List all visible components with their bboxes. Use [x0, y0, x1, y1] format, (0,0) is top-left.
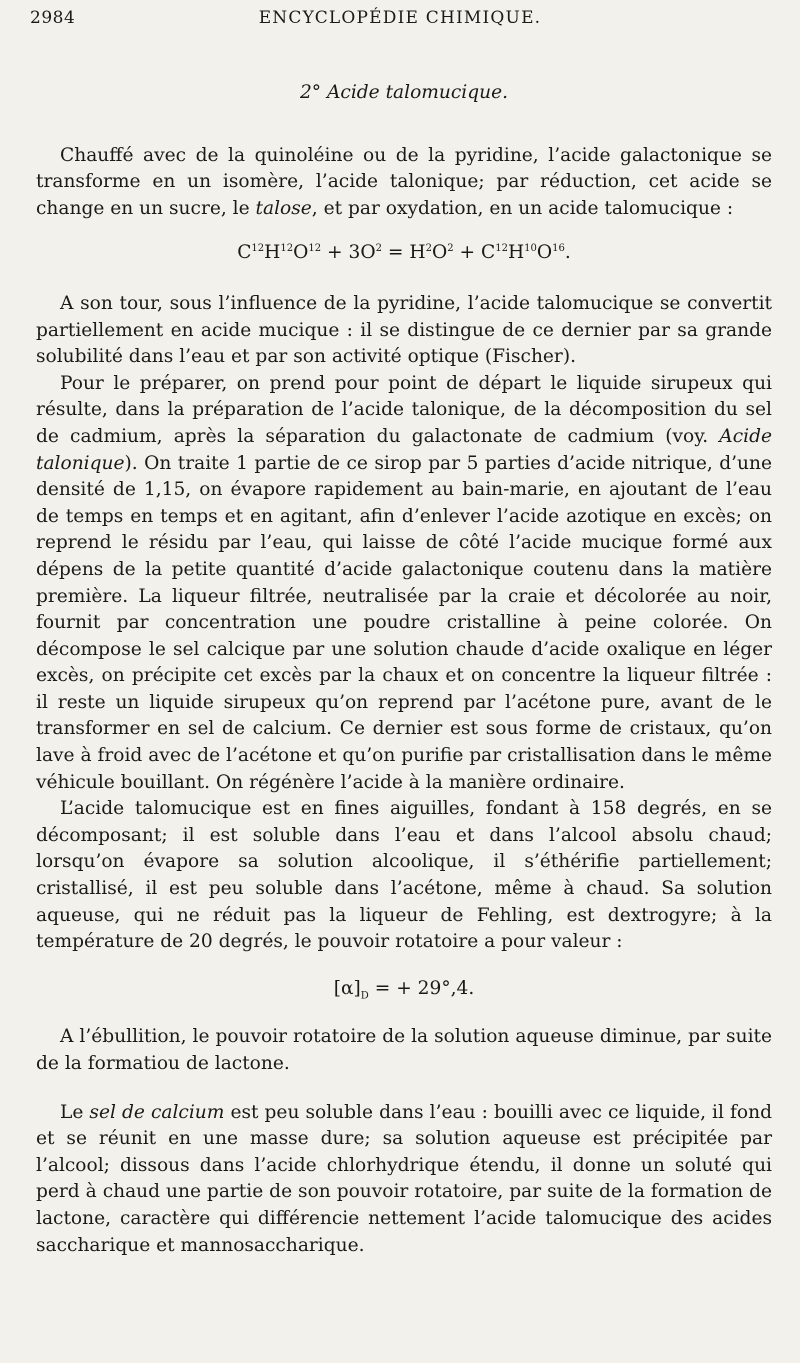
rotatory-power-formula: $[\alpha]_D$ = + 29°,4. — [333, 977, 475, 1002]
paragraph-6-text: est peu soluble dans l’eau : bouilli avec ce liquide, il fond et se réunit en une masse dure; sa solution aqueuse est précipitée par l’alcool; dissous dans l’acide chlorhydrique étendu, il donne un soluté qui perd à chaud une partie de son pouvoir rotatoire, par suite de la formation de lactone, caractère qui différencie nettement l’acide talomucique des acides saccharique et mannosaccharique. — [36, 1101, 772, 1256]
paragraph-1 — [36, 143, 772, 223]
paragraph-3-rest: ). On traite 1 partie de ce sirop par 5 parties d’acide nitrique, d’une densité de 1,15, on évapore rapidement au bain-marie, en ajoutant de l’eau de temps en temps et en agitant, afin d’enlever l’acide azotique en excès; on reprend le résidu par l’eau, qui laisse de côté l’acide mucique formé aux dépens de la petite quantité d’acide galactonique coutenu dans la matière première. La liqueur filtrée, neutralisée par la craie et décolorée au noir, fournit par concentration une poudre cristalline à peine colorée. On décompose le sel calcique par une solution chaude d’acide oxalique en léger excès, on précipite cet excès par la chaux et on concentre la liqueur filtrée : il reste un liquide sirupeux qu’on reprend par l’acétone pure, avant de le transformer en sel de calcium. Ce dernier est sous forme de cristaux, qu’on lave à froid avec de l’acétone et qu’on purifie par cristallisation dans le même véhicule bouillant. On régénère l’acide à la manière ordinaire. — [36, 452, 772, 793]
paragraph-1-text: Chauffé avec de la quinoléine ou de la pyridine, l’acide galactonique se transforme en un isomère, l’acide talonique; par réduction, cet acide se change en un sucre, le — [36, 144, 772, 219]
paragraph-3-text: Pour le préparer, on prend pour point de départ le liquide sirupeux qui résulte, dans la préparation de l’acide talonique, de la décomposition du sel de cadmium, après la séparation du galactonate de cadmium (voy. — [36, 372, 772, 447]
paragraph-gap — [36, 1078, 772, 1100]
acide-talonique-ref: Acide talonique — [36, 425, 772, 474]
talose-term: talose — [255, 197, 312, 219]
paragraph-5: A l’ébullition, le pouvoir rotatoire de la solution aqueuse diminue, par suite de la formatiou de lactone. — [36, 1026, 772, 1074]
paragraph-6: Le sel de calcium est peu soluble dans l’eau : bouilli avec ce liquide, il fond et se réunit en une masse dure; sa solution aqueuse est précipitée par l’alcool; dissous dans l’acide chlorhydrique étendu, il donne un soluté qui perd à chaud une partie de son pouvoir rotatoire, par suite de la formation de lactone, caractère qui différencie nettement l’acide talomucique des acides saccharique et mannosaccharique. — [36, 1101, 772, 1256]
running-head — [30, 8, 770, 42]
page-number: 2984 — [30, 8, 76, 28]
running-title: ENCYCLOPÉDIE CHIMIQUE. — [258, 8, 542, 28]
reaction-formula: $C^{12}H^{12}O^{12} + 3O^2 = H^2O^2 + C^{12}H^{10}O^{16}$. — [237, 242, 571, 264]
page-body — [36, 80, 772, 1259]
paragraph-2: A son tour, sous l’influence de la pyridine, l’acide talomucique se convertit partiellement en acide mucique : il se distingue de ce dernier par sa grande solubilité dans l’eau et par son activité optique (Fischer). — [36, 292, 772, 368]
sel-de-calcium-term: sel de calcium — [89, 1101, 225, 1123]
paragraph-1-end: , et par oxydation, en un acide talomucique : — [311, 197, 734, 219]
paragraph-3 — [36, 371, 772, 797]
section-title: 2° Acide talomucique. — [299, 82, 509, 103]
paragraph-4: L’acide talomucique est en fines aiguilles, fondant à 158 degrés, en se décomposant; il est soluble dans l’eau et dans l’alcool absolu chaud; lorsqu’on évapore sa solution alcoolique, il s’éthérifie partiellement; cristallisé, il est peu soluble dans l’acétone, même à chaud. Sa solution aqueuse, qui ne réduit pas la liqueur de Fehling, est dextrogyre; à la température de 20 degrés, le pouvoir rotatoire a pour valeur : — [36, 798, 772, 953]
